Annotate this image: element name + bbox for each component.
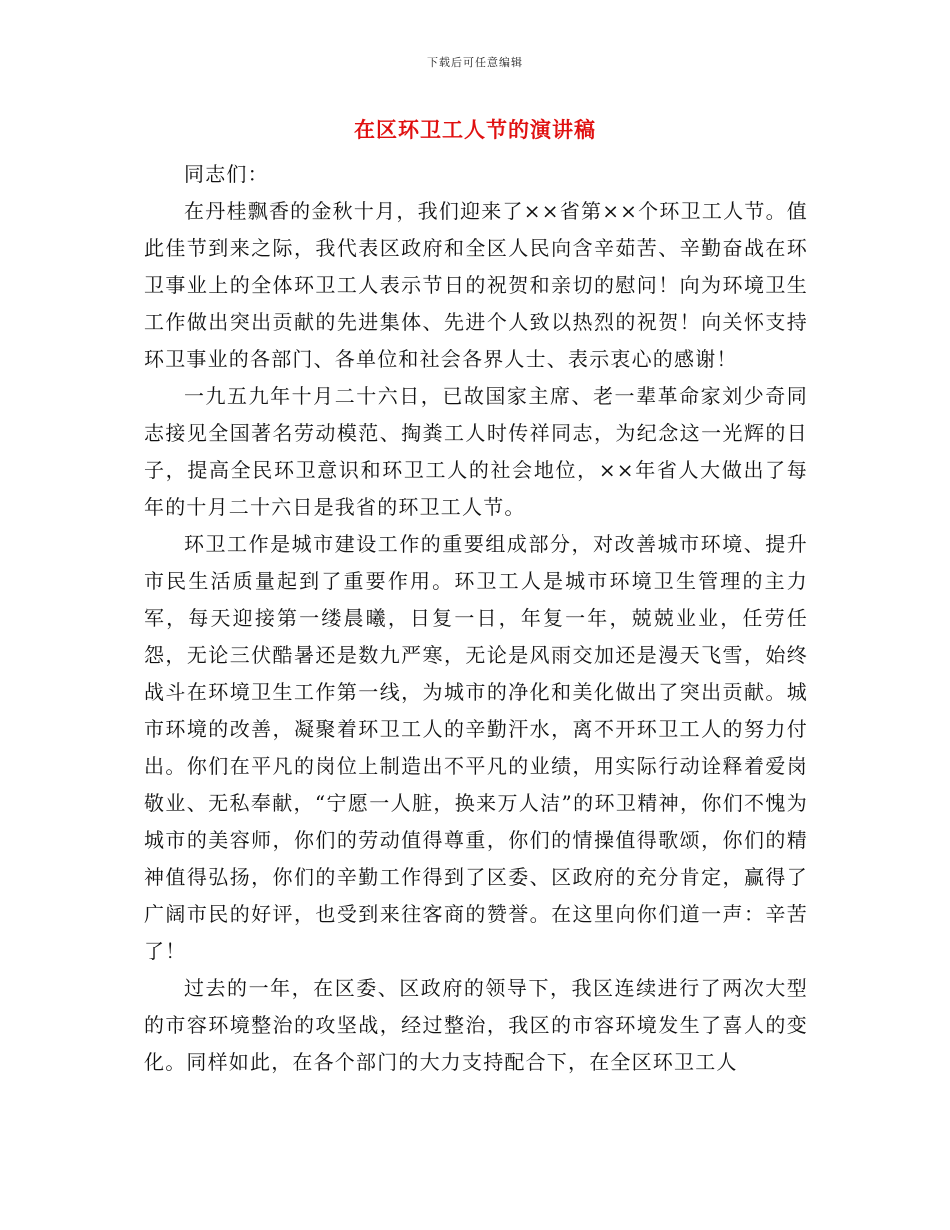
document-body: [144, 156, 808, 1081]
paragraph: 在丹桂飘香的金秋十月，我们迎来了××省第××个环卫工人节。值此佳节到来之际，我代表区政府和全区人民向含辛茹苦、辛勤奋战在环卫事业上的全体环卫工人表示节日的祝贺和亲切的慰问！向为环境卫生工作做出突出贡献的先进集体、先进个人致以热烈的祝贺！向关怀支持环卫事业的各部门、各单位和社会各界人士、表示衷心的感谢！: [144, 199, 808, 371]
header-note: 下载后可任意编辑: [427, 56, 523, 69]
paragraph: 环卫工作是城市建设工作的重要组成部分，对改善城市环境、提升市民生活质量起到了重要作用。环卫工人是城市环境卫生管理的主力军，每天迎接第一缕晨曦，日复一日，年复一年，兢兢业业，任劳任怨，无论三伏酷暑还是数九严寒，无论是风雨交加还是漫天飞雪，始终战斗在环境卫生工作第一线，为城市的净化和美化做出了突出贡献。城市环境的改善，凝聚着环卫工人的辛勤汗水，离不开环卫工人的努力付出。你们在平凡的岗位上制造出不平凡的业绩，用实际行动诠释着爱岗敬业、无私奉献，“宁愿一人脏，换来万人洁”的环卫精神，你们不愧为城市的美容师，你们的劳动值得尊重，你们的情操值得歌颂，你们的精神值得弘扬，你们的辛勤工作得到了区委、区政府的充分肯定，赢得了广阔市民的好评，也受到来往客商的赞誉。在这里向你们道一声：辛苦了！: [144, 532, 808, 963]
paragraph: 一九五九年十月二十六日，已故国家主席、老一辈革命家刘少奇同志接见全国著名劳动模范、掏粪工人时传祥同志，为纪念这一光辉的日子，提高全民环卫意识和环卫工人的社会地位，××年省人大做出了每年的十月二十六日是我省的环卫工人节。: [144, 384, 808, 519]
document-title: 在区环卫工人节的演讲稿: [354, 118, 596, 142]
paragraph: 过去的一年，在区委、区政府的领导下，我区连续进行了两次大型的市容环境整治的攻坚战，经过整治，我区的市容环境发生了喜人的变化。同样如此，在各个部门的大力支持配合下，在全区环卫工人: [144, 976, 808, 1074]
salutation: 同志们：: [184, 162, 269, 186]
